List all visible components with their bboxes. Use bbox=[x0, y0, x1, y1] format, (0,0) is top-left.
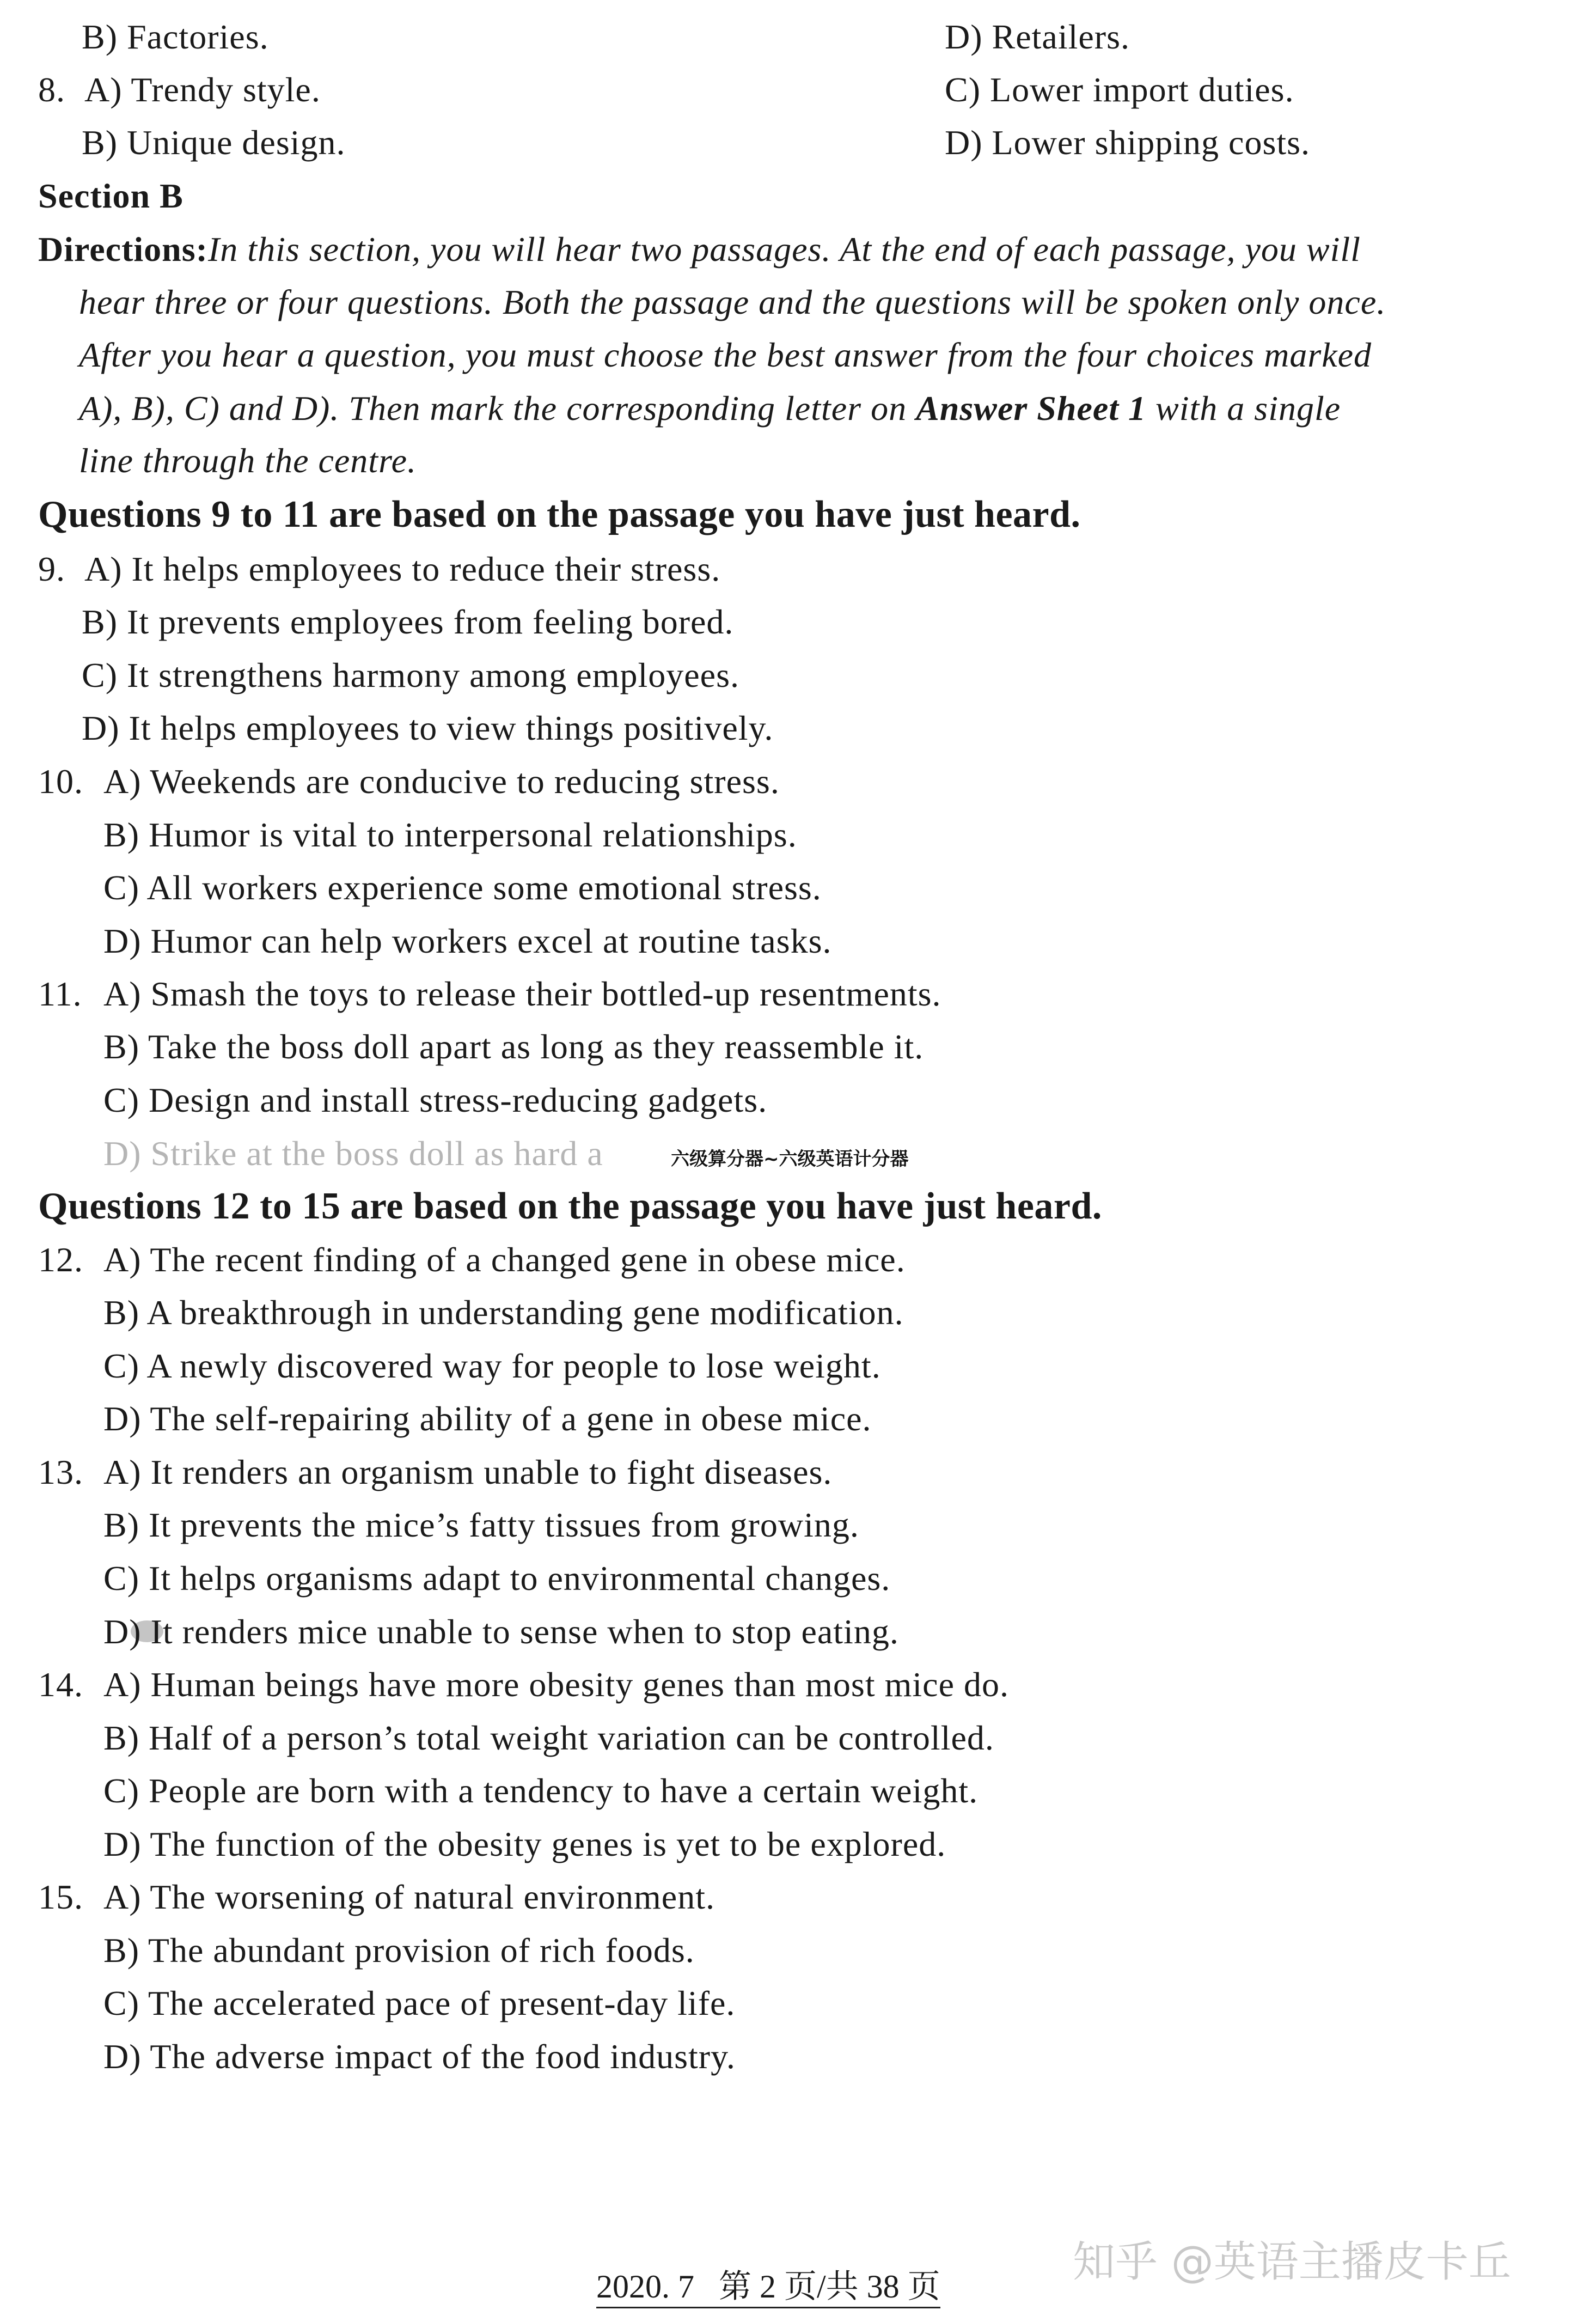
group2-heading: Questions 12 to 15 are based on the passage you have just heard. bbox=[38, 1185, 1102, 1227]
q15-option-d: D) The adverse impact of the food industry. bbox=[103, 2037, 736, 2076]
directions-text-4a: A), B), C) and D). Then mark the corresponding letter on bbox=[79, 389, 916, 428]
q10-option-c: C) All workers experience some emotional stress. bbox=[103, 868, 822, 907]
q13-option-d: D) It renders mice unable to sense when to stop eating. bbox=[103, 1612, 899, 1651]
q14-option-b: B) Half of a person’s total weight variation can be controlled. bbox=[103, 1718, 994, 1757]
directions-text-1: In this section, you will hear two passages. At the end of each passage, you will bbox=[207, 230, 1361, 269]
q14-option-c: C) People are born with a tendency to have a certain weight. bbox=[103, 1771, 979, 1810]
q7-option-d: D) Retailers. bbox=[945, 17, 1130, 56]
directions-line-5 bbox=[79, 439, 417, 483]
q11-number: 11. bbox=[38, 974, 82, 1013]
q8-number: 8. bbox=[38, 70, 65, 109]
directions-line-3 bbox=[79, 333, 1372, 377]
q13-option-c: C) It helps organisms adapt to environmental changes. bbox=[103, 1559, 891, 1598]
group1-heading: Questions 9 to 11 are based on the passage you have just heard. bbox=[38, 493, 1081, 535]
q12-option-c: C) A newly discovered way for people to lose weight. bbox=[103, 1346, 881, 1385]
directions-line-4 bbox=[79, 387, 1341, 430]
page-footer bbox=[596, 2260, 940, 2307]
q8-option-d: D) Lower shipping costs. bbox=[945, 123, 1311, 162]
q15-option-b: B) The abundant provision of rich foods. bbox=[103, 1931, 695, 1970]
q9-number: 9. bbox=[38, 550, 65, 588]
directions-label: Directions: bbox=[38, 230, 208, 269]
q12-number: 12. bbox=[38, 1240, 83, 1279]
q11-option-c: C) Design and install stress-reducing gadgets. bbox=[103, 1081, 768, 1119]
q12-option-b: B) A breakthrough in understanding gene modification. bbox=[103, 1293, 904, 1332]
directions-text-3: After you hear a question, you must choose the best answer from the four choices marked bbox=[79, 336, 1372, 374]
directions-text-2: hear three or four questions. Both the passage and the questions will be spoken only once. bbox=[79, 283, 1386, 321]
q10-number: 10. bbox=[38, 762, 83, 801]
q9-option-b: B) It prevents employees from feeling bored. bbox=[82, 602, 734, 641]
page-number-text: 2020. 7 第 2 页/共 38 页 bbox=[596, 2269, 940, 2308]
q14-number: 14. bbox=[38, 1665, 83, 1704]
q14-option-d: D) The function of the obesity genes is yet to be explored. bbox=[103, 1825, 946, 1863]
q10-option-d: D) Humor can help workers excel at routine tasks. bbox=[103, 922, 832, 960]
q15-option-a: A) The worsening of natural environment. bbox=[103, 1878, 715, 1916]
q9-option-c: C) It strengthens harmony among employees. bbox=[82, 656, 739, 694]
q13-number: 13. bbox=[38, 1453, 83, 1491]
q9-option-a: A) It helps employees to reduce their stress. bbox=[84, 550, 721, 588]
section-title: Section B bbox=[38, 176, 184, 215]
q12-option-a: A) The recent finding of a changed gene in obese mice. bbox=[103, 1240, 906, 1279]
q14-option-a: A) Human beings have more obesity genes than most mice do. bbox=[103, 1665, 1009, 1704]
q10-option-a: A) Weekends are conducive to reducing stress. bbox=[103, 762, 780, 801]
q11-option-d: D) Strike at the boss doll as hard a bbox=[103, 1134, 603, 1173]
q8-option-a: A) Trendy style. bbox=[84, 70, 321, 109]
directions-text-4c: with a single bbox=[1146, 389, 1341, 428]
q15-option-c: C) The accelerated pace of present-day life. bbox=[103, 1984, 736, 2022]
q13-option-b: B) It prevents the mice’s fatty tissues from growing. bbox=[103, 1506, 859, 1544]
q12-option-d: D) The self-repairing ability of a gene in obese mice. bbox=[103, 1399, 872, 1438]
q8-option-c: C) Lower import duties. bbox=[945, 70, 1294, 109]
directions-text-5: line through the centre. bbox=[79, 441, 417, 480]
directions-line-2 bbox=[79, 281, 1386, 324]
zhihu-watermark: 知乎 @英语主播皮卡丘 bbox=[1073, 2238, 1511, 2287]
q15-number: 15. bbox=[38, 1878, 83, 1916]
q7-option-b: B) Factories. bbox=[82, 17, 269, 56]
q11-option-a: A) Smash the toys to release their bottled-up resentments. bbox=[103, 974, 941, 1013]
score-calculator-stamp: 六级算分器~六级英语计分器 bbox=[671, 1148, 909, 1170]
directions-line-1 bbox=[38, 228, 1361, 271]
q13-option-a: A) It renders an organism unable to fight diseases. bbox=[103, 1453, 833, 1491]
q10-option-b: B) Humor is vital to interpersonal relationships. bbox=[103, 815, 797, 854]
answer-sheet-label: Answer Sheet 1 bbox=[916, 389, 1147, 428]
q11-option-b: B) Take the boss doll apart as long as they reassemble it. bbox=[103, 1027, 924, 1066]
q9-option-d: D) It helps employees to view things positively. bbox=[82, 709, 774, 747]
q8-option-b: B) Unique design. bbox=[82, 123, 346, 162]
